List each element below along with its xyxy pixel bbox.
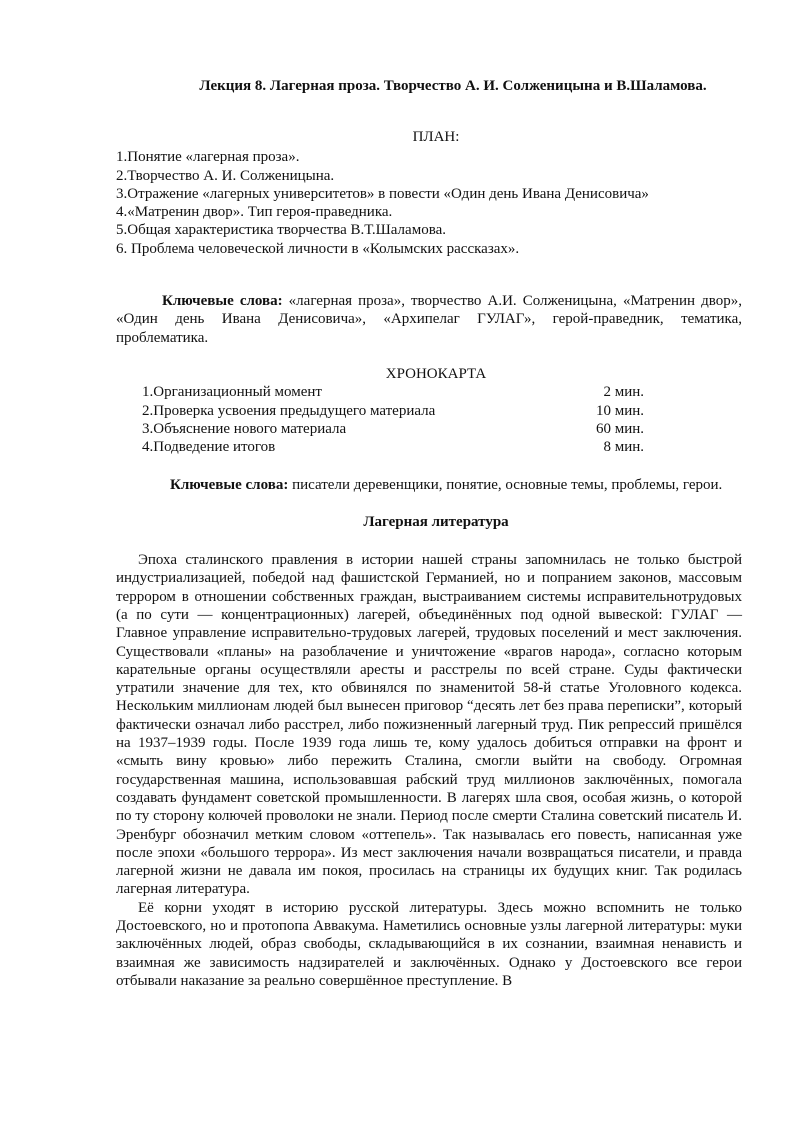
plan-list xyxy=(116,148,742,258)
chronocard-heading: ХРОНОКАРТА xyxy=(385,365,487,382)
chronocard-stage: 3.Объяснение нового материала xyxy=(142,420,347,437)
document-page xyxy=(116,76,742,990)
plan-item: 6. Проблема человеческой личности в «Колымских рассказах». xyxy=(116,240,520,257)
chronocard-table xyxy=(142,383,644,456)
plan-heading: ПЛАН: xyxy=(412,129,460,145)
plan-item: 3.Отражение «лагерных университетов» в повести «Один день Ивана Денисовича» xyxy=(116,185,649,202)
chronocard-time: 10 мин. xyxy=(595,402,644,419)
chronocard-row xyxy=(142,420,644,438)
plan-item: 2.Творчество А. И. Солженицына. xyxy=(116,167,335,184)
body-paragraph: Эпоха сталинского правления в истории нашей страны запомнилась не только быстрой индустриализацией, победой над фашистской Германией, но и попранием законов, массовым террором в отношении собственных граждан, выстраиванием системы исправительнотрудовых (а по сути — концентрационных) лагерей, объединённых под одной вывеской: ГУЛАГ — Главное управление исправительно-трудовых лагерей, трудовых поселений и мест заключения. Существовали «планы» на разоблачение и уничтожение «врагов народа», согласно которым карательные органы осуществляли аресты и расстрелы по всей стране. Суды фактически утратили значение для тех, кто обвинялся по знаменитой 58-й статье Уголовного кодекса. Нескольким миллионам людей был вынесен приговор “десять лет без права переписки”, который фактически означал либо расстрел, либо пожизненный лагерный труд. Пик репрессий пришёлся на 1937–1939 годы. После 1939 года лишь те, кому удалось добиться отправки на фронт и «смыть вину кровью» либо пережить Сталина, смогли выйти на свободу. Огромная государственная машина, использовавшая рабский труд миллионов заключённых, помогала создавать фундамент советской промышленности. В лагерях шла своя, особая жизнь, о которой по ту сторону колючей проволоки не знали. Период после смерти Сталина советский писатель И. Эренбург обозначил метким словом «оттепель». Так называлась его повесть, написанная уже после эпохи «большого террора». Из мест заключения начали возвращаться писатели, и правда лагерной жизни не давала им покоя, просилась на страницы их будущих книг. Так родилась лагерная литература. xyxy=(116,552,742,898)
chronocard-stage: 2.Проверка усвоения предыдущего материала xyxy=(142,402,436,419)
keywords-text: писатели деревенщики, понятие, основные темы, проблемы, герои. xyxy=(288,477,723,494)
chronocard-stage: 1.Организационный момент xyxy=(142,384,322,401)
chronocard-row xyxy=(142,402,644,420)
plan-item: 5.Общая характеристика творчества В.Т.Шаламова. xyxy=(116,222,446,239)
chronocard-time: 60 мин. xyxy=(595,420,644,437)
plan-item: 1.Понятие «лагерная проза». xyxy=(116,149,300,166)
body-paragraph: Её корни уходят в историю русской литературы. Здесь можно вспомнить не только Достоевского, но и протопопа Аввакума. Наметились основные узлы лагерной литературы: муки заключённых людей, образ свободы, складывающийся в их сознании, взаимная ненависть и взаимная же зависимость надзирателей и заключённых. Однако у Достоевского все герои отбывали наказание за реально совершённое преступление. В xyxy=(116,899,742,989)
lecture-title: Лекция 8. Лагерная проза. Творчество А. И. Солженицына и В.Шаламова. xyxy=(199,78,707,94)
keywords-label: Ключевые слова: xyxy=(162,293,283,310)
chronocard-time: 2 мин. xyxy=(603,384,644,401)
chronocard-row xyxy=(142,383,644,401)
plan-item: 4.«Матренин двор». Тип героя-праведника. xyxy=(116,204,393,221)
keywords-label: Ключевые слова: xyxy=(170,477,289,494)
keywords-block-1 xyxy=(116,292,742,347)
section-title: Лагерная литература xyxy=(363,513,509,530)
keywords-block-2 xyxy=(116,476,742,494)
keywords-text: «лагерная проза», творчество А.И. Солженицына, «Матренин двор», «Один день Ивана Денисовича», «Архипелаг ГУЛАГ», герой-праведник, тематика, проблематика. xyxy=(116,293,742,346)
chronocard-row xyxy=(142,438,644,456)
chronocard-stage: 4.Подведение итогов xyxy=(142,439,276,456)
chronocard-time: 8 мин. xyxy=(603,439,644,456)
